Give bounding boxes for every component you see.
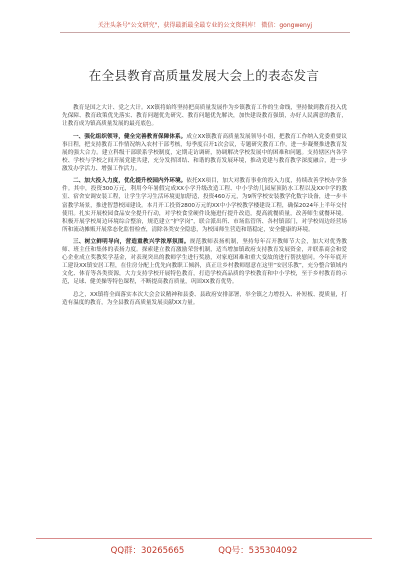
paragraph-section-3 [62,238,347,286]
banner-text: 关注头条号"公文研究"，获得最新最全最专业的公文资料库！ [97,22,260,29]
paragraph-conclusion [62,291,347,307]
paragraph-text: 规范教师表扬机制，坚持每年召开教师节大会，加大对优秀教师、班主任和集体的表扬力度。探索建立教育激励荣誉机制，适当增加镇政府支持教育发展资金，并联系商会和爱心企业成立奖教奖学基金，对表现突出的教师学生进行奖励，对家庭困难和重大变故的进行帮扶慰问。今年年底开工建设XX镇安居工程，在住房分配上优先向教职工倾斜，真正让乡村教师愿意在这里“安居乐教”，充分整合镇域内文化、体育等各类资源，大力支持学校开展特色教育，打造学校高品质的学校教育和中小学校，至于乡村教育的示范，足球、健美操等特色课程，不断提高教育质量，巩固XX教育优势。 [62,239,347,286]
paragraph-text: 教育是国之大计、党之大计。XX镇将始终坚持把高质量发展作为乡镇教育工作的生命线，坚持做到教育投入优先保障、教育政策优先落实、教育问题优先研究、教育问题优先解决，加快建设教育强镇，办好人民满意的教育，让教育成为镇高质量发展的最亮底色。 [62,105,347,128]
paragraph-text: 依托XX项目，加大对教育事业的投入力度，持续改善学校办学条件。其中，投资300万元，利用今年暑假完成XX小学升级改造工程、中小学幼儿园屋顶防水工程以及XX中学的教室、宿舍安调安装工程，让学生学习生活环境更加舒适，投资460万元，为9所学校安装教学化数字设备，进一步丰富教学场景，推进智慧校园建设。本月开工投资2800万元的XX中小学校教学楼建设工程，确保2024年上半年交付使用。扎实开展校园食品安全提升行动，对学校食堂硬件设施进行提升改造，提高就餐质量，改善师生就餐环境。积极开展学校周边环境综合整治，规范建立“护学岗”，联合派出所、市场监管所、各村镇部门，对学校周边经营场所和流动摊贩开展常态化监督检查，清除各类安全隐患，为校园师生营造和谐稳定，安全健康的环境。 [62,178,347,233]
paragraph-intro [62,104,347,128]
footer-qq: QQ号：535304092 [218,546,298,556]
footer-divider [36,538,372,539]
header-banner [60,20,350,33]
paragraph-text: 成立XX镇教育高质量发展领导小组，把教育工作纳入党委重要议事日程，把支持教育工作情况纳入农村干部考核，每季度召开1次会议，专题研究教育工作，进一步凝聚推进教育发展的强大合力。建立科级干部联系学校制度，定期走访调研，协调解决学校发展中的困难和问题。支持辖区内各学校、学校与学校之间开展党建共建，充分发挥团结、和谐的教育发展环境，推动党建与教育教学深度融合，进一步激发办学活力、增强工作活力。 [62,133,347,172]
page-title: 在全县教育高质量发展大会上的表态发言 [88,68,320,83]
document-body [62,104,347,312]
paragraph-section-1 [62,133,347,173]
paragraph-section-2 [62,177,347,233]
section-heading: 二、加大投入力度，优化提升校园内外环境。 [73,178,187,185]
section-heading: 三、树立鲜明导向，营造重教兴学浓厚氛围。 [73,239,190,246]
footer [0,544,408,556]
footer-qq-group: QQ群：30265665 [110,546,185,556]
section-heading: 一、强化组织领导，健全完善教育保障体系。 [73,133,187,140]
paragraph-text: 总之，XX镇将全面落实本次大会会议精神和县委、县政府安排部署，举全镇之力增投入、补短板、提质量，打造有温度的教育，为全县教育高质量发展贡献XX力量。 [62,291,347,307]
banner-wechat: 微信：gongwenyj [261,22,313,29]
